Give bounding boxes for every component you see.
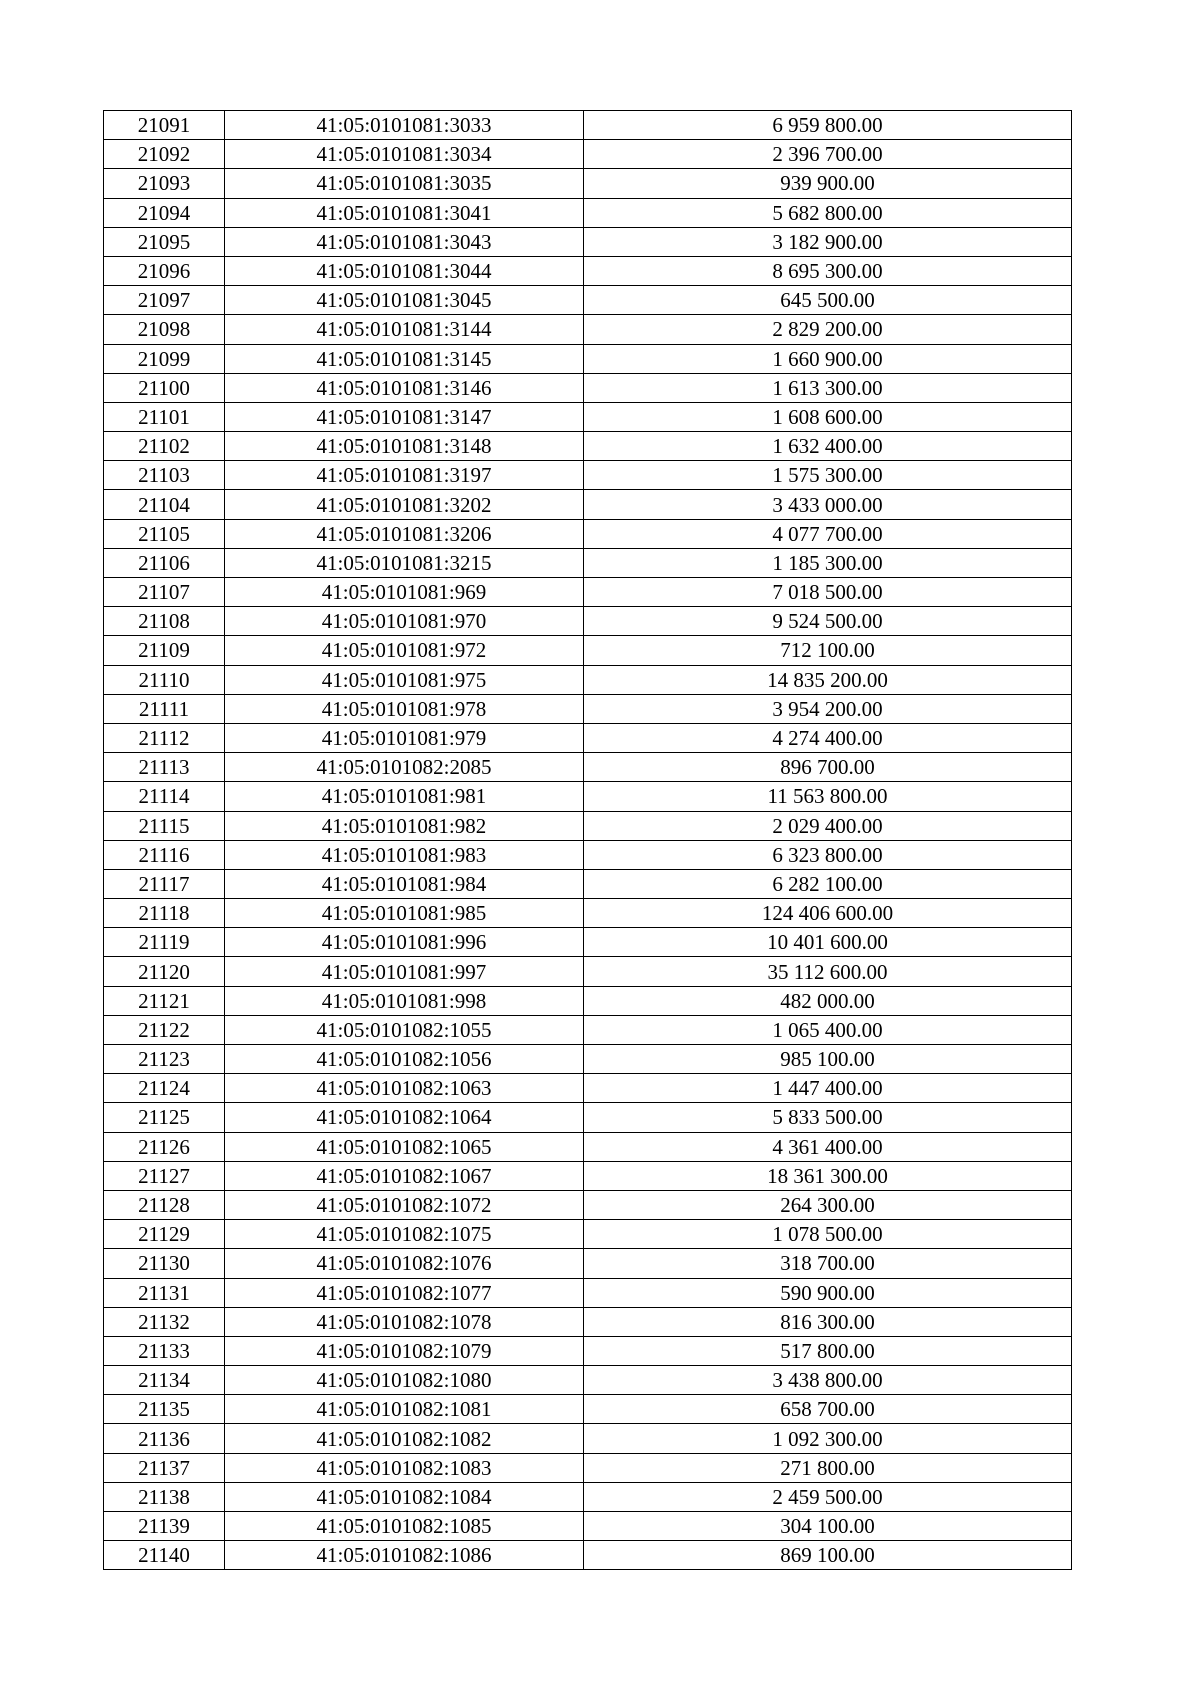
cadastral-value-cell: 271 800.00 [584,1453,1072,1482]
row-number-cell: 21117 [104,869,225,898]
cadastral-number-cell: 41:05:0101081:983 [225,840,584,869]
table-row [104,1074,1072,1103]
cadastral-number-cell: 41:05:0101081:3144 [225,315,584,344]
table-row [104,169,1072,198]
cadastral-value-cell: 264 300.00 [584,1190,1072,1219]
table-row [104,227,1072,256]
table-row [104,1220,1072,1249]
row-number-cell: 21127 [104,1161,225,1190]
cadastral-value-cell: 3 182 900.00 [584,227,1072,256]
cadastral-number-cell: 41:05:0101082:1055 [225,1015,584,1044]
cadastral-value-cell: 1 613 300.00 [584,373,1072,402]
row-number-cell: 21112 [104,723,225,752]
cadastral-number-cell: 41:05:0101081:3033 [225,111,584,140]
cadastral-number-cell: 41:05:0101081:982 [225,811,584,840]
row-number-cell: 21099 [104,344,225,373]
table-row [104,869,1072,898]
cadastral-value-cell: 6 323 800.00 [584,840,1072,869]
cadastral-number-cell: 41:05:0101081:996 [225,928,584,957]
cadastral-number-cell: 41:05:0101082:1076 [225,1249,584,1278]
row-number-cell: 21095 [104,227,225,256]
cadastral-value-cell: 482 000.00 [584,986,1072,1015]
table-row [104,198,1072,227]
table-row [104,373,1072,402]
table-row [104,111,1072,140]
row-number-cell: 21122 [104,1015,225,1044]
cadastral-value-cell: 1 660 900.00 [584,344,1072,373]
cadastral-value-cell: 5 833 500.00 [584,1103,1072,1132]
table-row [104,315,1072,344]
cadastral-value-cell: 2 029 400.00 [584,811,1072,840]
cadastral-number-cell: 41:05:0101081:997 [225,957,584,986]
cadastral-value-cell: 1 065 400.00 [584,1015,1072,1044]
cadastral-number-cell: 41:05:0101081:3034 [225,140,584,169]
cadastral-value-cell: 645 500.00 [584,286,1072,315]
table-body [104,111,1072,1570]
table-row [104,140,1072,169]
table-row [104,811,1072,840]
cadastral-number-cell: 41:05:0101082:1082 [225,1424,584,1453]
cadastral-number-cell: 41:05:0101081:3035 [225,169,584,198]
row-number-cell: 21139 [104,1512,225,1541]
cadastral-value-cell: 1 447 400.00 [584,1074,1072,1103]
row-number-cell: 21114 [104,782,225,811]
cadastral-number-cell: 41:05:0101081:969 [225,578,584,607]
cadastral-number-cell: 41:05:0101081:998 [225,986,584,1015]
cadastral-value-cell: 1 078 500.00 [584,1220,1072,1249]
row-number-cell: 21123 [104,1045,225,1074]
cadastral-number-cell: 41:05:0101082:1067 [225,1161,584,1190]
row-number-cell: 21096 [104,256,225,285]
table-row [104,928,1072,957]
cadastral-number-cell: 41:05:0101082:1079 [225,1336,584,1365]
row-number-cell: 21131 [104,1278,225,1307]
table-row [104,1190,1072,1219]
cadastral-value-cell: 5 682 800.00 [584,198,1072,227]
row-number-cell: 21116 [104,840,225,869]
row-number-cell: 21103 [104,461,225,490]
table-row [104,1132,1072,1161]
row-number-cell: 21107 [104,578,225,607]
row-number-cell: 21125 [104,1103,225,1132]
table-row [104,986,1072,1015]
table-row [104,782,1072,811]
cadastral-value-cell: 10 401 600.00 [584,928,1072,957]
table-row [104,1161,1072,1190]
cadastral-number-cell: 41:05:0101082:1078 [225,1307,584,1336]
cadastral-value-cell: 985 100.00 [584,1045,1072,1074]
cadastral-value-cell: 2 396 700.00 [584,140,1072,169]
cadastral-value-cell: 124 406 600.00 [584,899,1072,928]
cadastral-number-cell: 41:05:0101081:3202 [225,490,584,519]
cadastral-value-cell: 939 900.00 [584,169,1072,198]
row-number-cell: 21126 [104,1132,225,1161]
cadastral-number-cell: 41:05:0101081:3043 [225,227,584,256]
cadastral-value-cell: 3 438 800.00 [584,1366,1072,1395]
table-row [104,1307,1072,1336]
table-row [104,1453,1072,1482]
cadastral-value-cell: 9 524 500.00 [584,607,1072,636]
cadastral-number-cell: 41:05:0101081:3206 [225,519,584,548]
table-row [104,1045,1072,1074]
row-number-cell: 21121 [104,986,225,1015]
table-row [104,1278,1072,1307]
cadastral-value-cell: 304 100.00 [584,1512,1072,1541]
table-row [104,578,1072,607]
cadastral-number-cell: 41:05:0101082:1084 [225,1482,584,1511]
cadastral-value-cell: 4 361 400.00 [584,1132,1072,1161]
table-row [104,344,1072,373]
row-number-cell: 21119 [104,928,225,957]
row-number-cell: 21101 [104,402,225,431]
table-row [104,1395,1072,1424]
row-number-cell: 21137 [104,1453,225,1482]
row-number-cell: 21102 [104,432,225,461]
table-row [104,286,1072,315]
table-row [104,432,1072,461]
table-row [104,1366,1072,1395]
table-row [104,1482,1072,1511]
row-number-cell: 21104 [104,490,225,519]
row-number-cell: 21129 [104,1220,225,1249]
row-number-cell: 21098 [104,315,225,344]
table-row [104,753,1072,782]
cadastral-number-cell: 41:05:0101082:1080 [225,1366,584,1395]
cadastral-number-cell: 41:05:0101082:1085 [225,1512,584,1541]
table-row [104,899,1072,928]
cadastral-value-cell: 2 829 200.00 [584,315,1072,344]
cadastral-number-cell: 41:05:0101081:3145 [225,344,584,373]
row-number-cell: 21120 [104,957,225,986]
table-row [104,665,1072,694]
table-row [104,1512,1072,1541]
row-number-cell: 21118 [104,899,225,928]
row-number-cell: 21136 [104,1424,225,1453]
cadastral-value-cell: 318 700.00 [584,1249,1072,1278]
cadastral-number-cell: 41:05:0101081:3146 [225,373,584,402]
cadastral-value-cell: 14 835 200.00 [584,665,1072,694]
cadastral-number-cell: 41:05:0101081:970 [225,607,584,636]
cadastral-value-cell: 18 361 300.00 [584,1161,1072,1190]
cadastral-value-cell: 4 077 700.00 [584,519,1072,548]
cadastral-value-cell: 6 282 100.00 [584,869,1072,898]
cadastral-value-cell: 6 959 800.00 [584,111,1072,140]
row-number-cell: 21092 [104,140,225,169]
cadastral-number-cell: 41:05:0101082:1063 [225,1074,584,1103]
table-row [104,1424,1072,1453]
cadastral-value-cell: 1 575 300.00 [584,461,1072,490]
cadastral-value-table [103,110,1072,1570]
cadastral-number-cell: 41:05:0101081:978 [225,694,584,723]
cadastral-number-cell: 41:05:0101082:1072 [225,1190,584,1219]
cadastral-value-cell: 1 632 400.00 [584,432,1072,461]
table-row [104,548,1072,577]
cadastral-value-cell: 590 900.00 [584,1278,1072,1307]
cadastral-number-cell: 41:05:0101082:2085 [225,753,584,782]
row-number-cell: 21097 [104,286,225,315]
cadastral-number-cell: 41:05:0101081:3041 [225,198,584,227]
cadastral-number-cell: 41:05:0101081:984 [225,869,584,898]
row-number-cell: 21108 [104,607,225,636]
table-row [104,1015,1072,1044]
row-number-cell: 21135 [104,1395,225,1424]
cadastral-number-cell: 41:05:0101082:1077 [225,1278,584,1307]
cadastral-value-cell: 1 608 600.00 [584,402,1072,431]
row-number-cell: 21109 [104,636,225,665]
cadastral-value-cell: 11 563 800.00 [584,782,1072,811]
row-number-cell: 21110 [104,665,225,694]
cadastral-number-cell: 41:05:0101081:979 [225,723,584,752]
row-number-cell: 21106 [104,548,225,577]
cadastral-value-cell: 896 700.00 [584,753,1072,782]
table-row [104,1336,1072,1365]
cadastral-value-cell: 8 695 300.00 [584,256,1072,285]
cadastral-value-cell: 517 800.00 [584,1336,1072,1365]
row-number-cell: 21140 [104,1541,225,1570]
row-number-cell: 21100 [104,373,225,402]
table-row [104,1103,1072,1132]
table-row [104,1541,1072,1570]
cadastral-value-cell: 7 018 500.00 [584,578,1072,607]
cadastral-number-cell: 41:05:0101081:3215 [225,548,584,577]
table-row [104,723,1072,752]
table-row [104,636,1072,665]
cadastral-number-cell: 41:05:0101081:3148 [225,432,584,461]
row-number-cell: 21113 [104,753,225,782]
cadastral-number-cell: 41:05:0101082:1081 [225,1395,584,1424]
row-number-cell: 21124 [104,1074,225,1103]
row-number-cell: 21094 [104,198,225,227]
table-row [104,490,1072,519]
cadastral-value-cell: 3 954 200.00 [584,694,1072,723]
row-number-cell: 21091 [104,111,225,140]
cadastral-value-cell: 35 112 600.00 [584,957,1072,986]
cadastral-number-cell: 41:05:0101081:975 [225,665,584,694]
row-number-cell: 21105 [104,519,225,548]
cadastral-number-cell: 41:05:0101081:985 [225,899,584,928]
cadastral-value-cell: 816 300.00 [584,1307,1072,1336]
row-number-cell: 21128 [104,1190,225,1219]
row-number-cell: 21133 [104,1336,225,1365]
cadastral-value-cell: 658 700.00 [584,1395,1072,1424]
row-number-cell: 21134 [104,1366,225,1395]
cadastral-value-cell: 869 100.00 [584,1541,1072,1570]
table-row [104,607,1072,636]
cadastral-number-cell: 41:05:0101082:1086 [225,1541,584,1570]
cadastral-number-cell: 41:05:0101082:1064 [225,1103,584,1132]
cadastral-number-cell: 41:05:0101082:1083 [225,1453,584,1482]
cadastral-number-cell: 41:05:0101081:3197 [225,461,584,490]
table-row [104,694,1072,723]
cadastral-value-cell: 3 433 000.00 [584,490,1072,519]
cadastral-number-cell: 41:05:0101081:3045 [225,286,584,315]
cadastral-number-cell: 41:05:0101081:981 [225,782,584,811]
table-row [104,519,1072,548]
cadastral-number-cell: 41:05:0101081:972 [225,636,584,665]
row-number-cell: 21132 [104,1307,225,1336]
table-row [104,402,1072,431]
row-number-cell: 21115 [104,811,225,840]
cadastral-number-cell: 41:05:0101082:1056 [225,1045,584,1074]
row-number-cell: 21093 [104,169,225,198]
row-number-cell: 21130 [104,1249,225,1278]
table-row [104,1249,1072,1278]
table-row [104,461,1072,490]
cadastral-number-cell: 41:05:0101082:1065 [225,1132,584,1161]
cadastral-number-cell: 41:05:0101082:1075 [225,1220,584,1249]
cadastral-number-cell: 41:05:0101081:3147 [225,402,584,431]
cadastral-value-cell: 1 185 300.00 [584,548,1072,577]
cadastral-value-cell: 4 274 400.00 [584,723,1072,752]
cadastral-value-cell: 1 092 300.00 [584,1424,1072,1453]
table-row [104,256,1072,285]
row-number-cell: 21138 [104,1482,225,1511]
table-row [104,957,1072,986]
cadastral-value-cell: 2 459 500.00 [584,1482,1072,1511]
cadastral-number-cell: 41:05:0101081:3044 [225,256,584,285]
cadastral-value-cell: 712 100.00 [584,636,1072,665]
row-number-cell: 21111 [104,694,225,723]
table-row [104,840,1072,869]
